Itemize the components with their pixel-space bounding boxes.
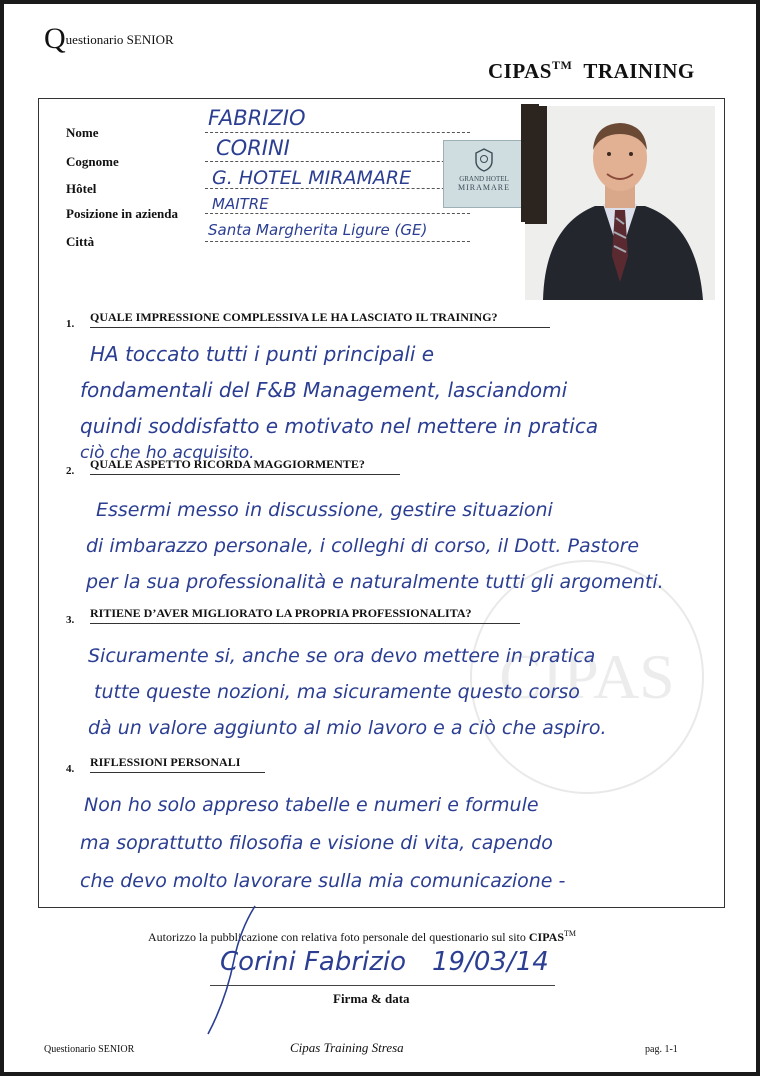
answer-1 (80, 336, 720, 462)
brand-name: CIPAS (488, 59, 552, 83)
answer-4-line: Non ho solo appreso tabelle e numeri e formule (84, 794, 539, 816)
question-1-title: QUALE IMPRESSIONE COMPLESSIVA LE HA LASCIATO IL TRAINING? (90, 310, 498, 324)
logo-text-2: MIRAMARE (457, 183, 510, 192)
consent-sentence: Autorizzo la pubblicazione con relativa foto personale del questionario sul sito (148, 930, 529, 944)
question-3-title: RITIENE D’AVER MIGLIORATO LA PROPRIA PROFESSIONALITA? (90, 606, 472, 620)
logo-text-1: GRAND HOTEL (459, 175, 509, 183)
document-title-initial: Q (44, 22, 66, 55)
cognome-line (205, 161, 470, 162)
signature-line (210, 985, 555, 986)
posizione-line (205, 213, 470, 214)
value-posizione: MAITRE (212, 195, 269, 213)
document-title-rest: uestionario SENIOR (65, 32, 174, 47)
footer-right: pag. 1-1 (645, 1044, 678, 1055)
answer-4 (80, 786, 720, 900)
value-citta: Santa Margherita Ligure (GE) (208, 221, 428, 239)
answer-3-line: tutte queste nozioni, ma sicuramente questo corso (94, 681, 580, 703)
footer-center: Cipas Training Stresa (290, 1040, 404, 1055)
portrait-photo (525, 106, 715, 300)
question-2-underline (90, 474, 400, 475)
answer-4-line: che devo molto lavorare sulla mia comunicazione - (80, 870, 566, 892)
answer-2-line: per la sua professionalità e naturalmente tutti gli argomenti. (86, 571, 664, 593)
answer-2 (86, 492, 726, 600)
brand-trademark: TM (551, 58, 573, 72)
answer-3-line: Sicuramente si, anche se ora devo mettere in pratica (88, 645, 596, 667)
footer-left: Questionario SENIOR (44, 1044, 135, 1055)
question-1-number: 1. (66, 318, 75, 330)
answer-2-line: di imbarazzo personale, i colleghi di corso, il Dott. Pastore (86, 535, 640, 557)
answer-2-line: Essermi messo in discussione, gestire situazioni (96, 499, 553, 521)
answer-1-line: fondamentali del F&B Management, lasciandomi (80, 378, 568, 402)
watermark-text: CIPAS (499, 641, 675, 712)
question-3-underline (90, 623, 520, 624)
answer-1-line: quindi soddisfatto e motivato nel mettere in pratica (80, 414, 599, 438)
brand-suffix: TRAINING (583, 59, 695, 83)
document-title (44, 24, 174, 54)
label-hotel: Hôtel (66, 181, 97, 196)
signature-label: Firma & data (333, 991, 410, 1006)
label-posizione: Posizione in azienda (66, 206, 178, 221)
hotel-logo (443, 140, 525, 208)
consent-site: CIPAS (528, 930, 565, 944)
signature-stroke-icon (200, 900, 260, 1040)
question-1-underline (90, 327, 550, 328)
crest-icon (472, 147, 496, 173)
answer-3-line: dà un valore aggiunto al mio lavoro e a ciò che aspiro. (88, 717, 607, 739)
question-4-underline (90, 772, 265, 773)
signature-date: 19/03/14 (432, 947, 549, 977)
label-cognome: Cognome (66, 154, 119, 169)
signature: Corini Fabrizio (220, 947, 407, 977)
label-nome: Nome (66, 125, 99, 140)
answer-1-line: ciò che ho acquisito. (80, 443, 255, 463)
citta-line (205, 241, 470, 242)
person-icon (525, 106, 715, 300)
question-2-number: 2. (66, 465, 75, 477)
question-4-title: RIFLESSIONI PERSONALI (90, 755, 241, 769)
answer-4-line: ma soprattutto filosofia e visione di vita, capendo (80, 832, 553, 854)
question-3-number: 3. (66, 614, 75, 626)
value-cognome: CORINI (216, 136, 290, 160)
label-citta: Città (66, 234, 95, 249)
answer-3 (88, 638, 728, 746)
consent-trademark: TM (564, 929, 577, 938)
question-4-number: 4. (66, 763, 75, 775)
value-nome: FABRIZIO (208, 106, 306, 130)
question-2-title: QUALE ASPETTO RICORDA MAGGIORMENTE? (90, 457, 365, 471)
nome-line (205, 132, 470, 133)
brand-title (488, 58, 695, 84)
value-hotel: G. HOTEL MIRAMARE (212, 167, 412, 189)
answer-1-line: HA toccato tutti i punti principali e (90, 342, 435, 366)
